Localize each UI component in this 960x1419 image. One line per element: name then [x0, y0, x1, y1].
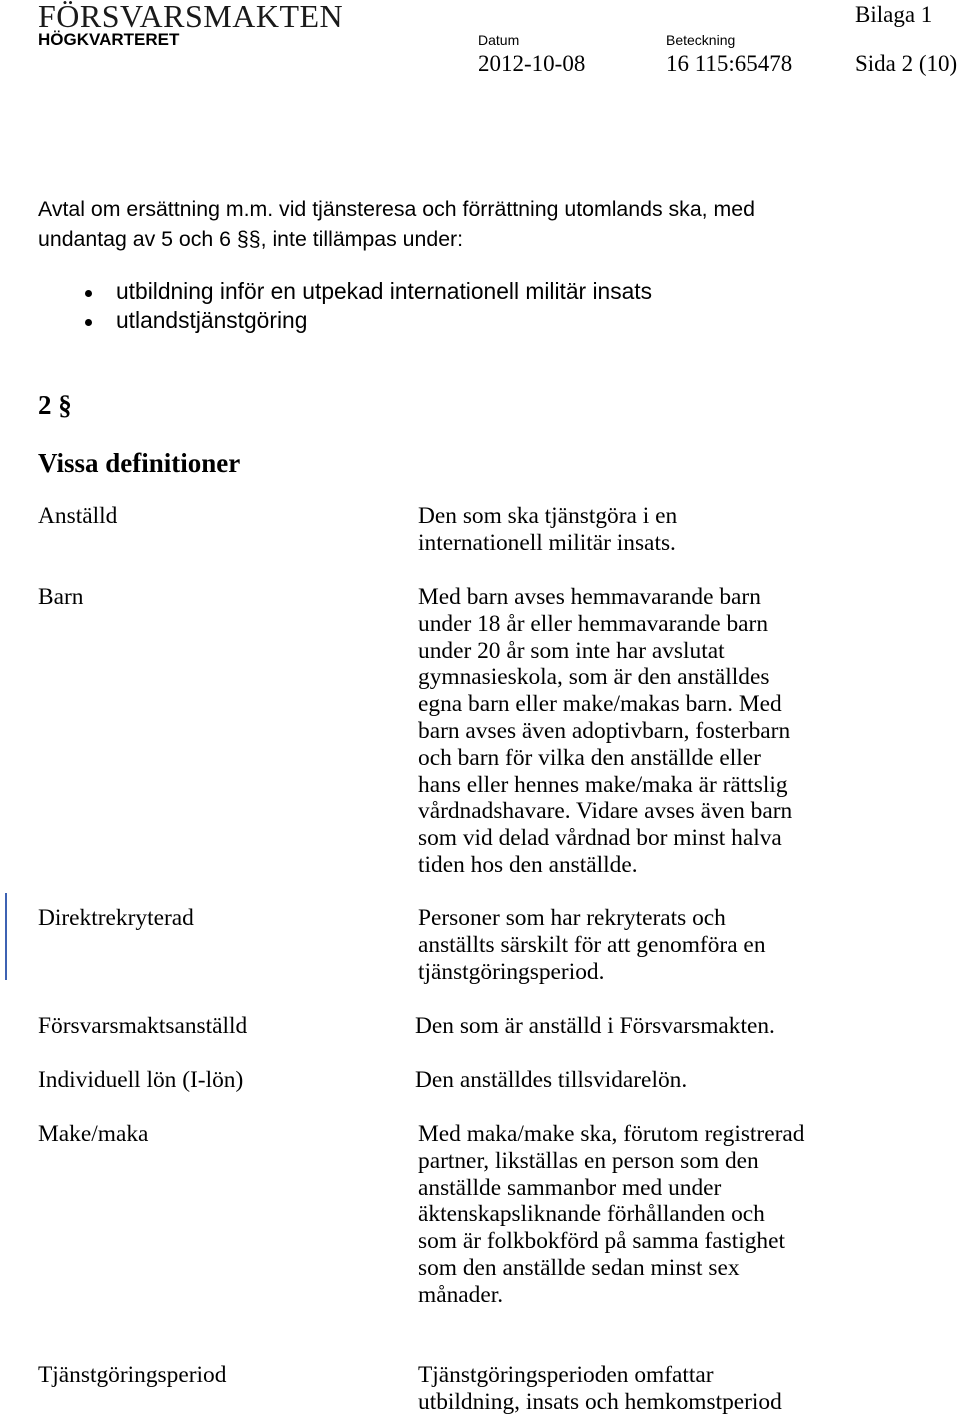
definition-line: som är folkbokförd på samma fastighet [418, 1228, 786, 1255]
definition-term: Anställd [38, 503, 118, 529]
definition-line: månader. [418, 1281, 504, 1308]
definition-row [0, 1067, 960, 1093]
definition-line: Den anställdes tillsvidarelön. [415, 1067, 688, 1093]
definition-line: vårdnadshavare. Vidare avses även barn [418, 798, 793, 825]
definition-line: och barn för vilka den anställde eller [418, 744, 761, 771]
definition-line: äktenskapsliknande förhållanden och [418, 1201, 765, 1228]
definition-text [418, 905, 766, 985]
definition-line: Den som är anställd i Försvarsmakten. [415, 1013, 775, 1039]
section-title: Vissa definitioner [38, 448, 241, 478]
definition-line: tjänstgöringsperiod. [418, 958, 605, 985]
definition-text [418, 503, 677, 557]
definition-line: Med maka/make ska, förutom registrerad [418, 1121, 805, 1147]
definition-line: Personer som har rekryterats och [418, 905, 726, 931]
definition-term: Individuell lön (I-lön) [38, 1067, 244, 1093]
organisation-unit: HÖGKVARTERET [38, 30, 180, 49]
definition-line: Den som ska tjänstgöra i en [418, 503, 678, 529]
definition-text [415, 1067, 687, 1094]
definition-line: som den anställde sedan minst sex [418, 1254, 740, 1281]
attachment-label: Bilaga 1 [855, 2, 933, 27]
definition-line: anställts särskilt för att genomföra en [418, 931, 766, 958]
definition-row [0, 1362, 960, 1415]
bullet-list [116, 277, 652, 335]
reference-label: Beteckning [666, 32, 736, 48]
definition-line: egna barn eller make/makas barn. Med [418, 691, 782, 718]
definition-line: anställde sammanbor med under [418, 1174, 722, 1201]
page-number: Sida 2 (10) [855, 51, 958, 76]
definition-line: Tjänstgöringsperioden omfattar [418, 1362, 714, 1388]
logo-text: FÖRSVARSMAKTEN [38, 0, 344, 34]
bullet-item: utbildning inför en utpekad internationell militär insats [116, 278, 653, 304]
definition-row [0, 584, 960, 878]
definition-line: Med barn avses hemmavarande barn [418, 584, 761, 610]
definition-line: hans eller hennes make/maka är rättslig [418, 771, 788, 798]
definition-term: Barn [38, 584, 84, 610]
definition-line: tiden hos den anställde. [418, 851, 638, 878]
bullet-dot-icon [85, 290, 92, 297]
definition-text [418, 1121, 804, 1309]
document-reference: 16 115:65478 [666, 51, 793, 76]
definition-term: Direktrekryterad [38, 905, 194, 931]
definition-line: gymnasieskola, som är den anställdes [418, 664, 770, 691]
definition-line: som vid delad vårdnad bor minst halva [418, 825, 782, 852]
paragraph-line: undantag av 5 och 6 §§, inte tillämpas under: [38, 227, 464, 251]
definition-row [0, 1121, 960, 1308]
definition-row [0, 905, 960, 985]
document-date: 2012-10-08 [478, 51, 586, 76]
definition-line: partner, likställas en person som den [418, 1147, 759, 1174]
section-number: 2 § [38, 390, 72, 420]
definition-text [418, 584, 792, 879]
definition-row [0, 1013, 960, 1039]
definition-row [0, 503, 960, 556]
bullet-dot-icon [85, 319, 92, 326]
definition-term: Försvarsmaktsanställd [38, 1013, 248, 1039]
definition-line: under 18 år eller hemmavarande barn [418, 610, 769, 637]
definition-term: Tjänstgöringsperiod [38, 1362, 227, 1388]
definition-line: utbildning, insats och hemkomstperiod [418, 1388, 782, 1415]
definition-text [418, 1362, 782, 1416]
definition-text [415, 1013, 775, 1040]
definition-line: internationell militär insats. [418, 529, 676, 556]
definition-line: under 20 år som inte har avslutat [418, 637, 725, 664]
change-bar [5, 893, 7, 980]
bullet-item: utlandstjänstgöring [116, 307, 308, 333]
date-label: Datum [478, 32, 520, 48]
intro-paragraph [38, 194, 755, 254]
definition-line: barn avses även adoptivbarn, fosterbarn [418, 717, 791, 744]
paragraph-line: Avtal om ersättning m.m. vid tjänsteresa och förrättning utomlands ska, med [38, 197, 755, 221]
definition-term: Make/maka [38, 1121, 149, 1147]
